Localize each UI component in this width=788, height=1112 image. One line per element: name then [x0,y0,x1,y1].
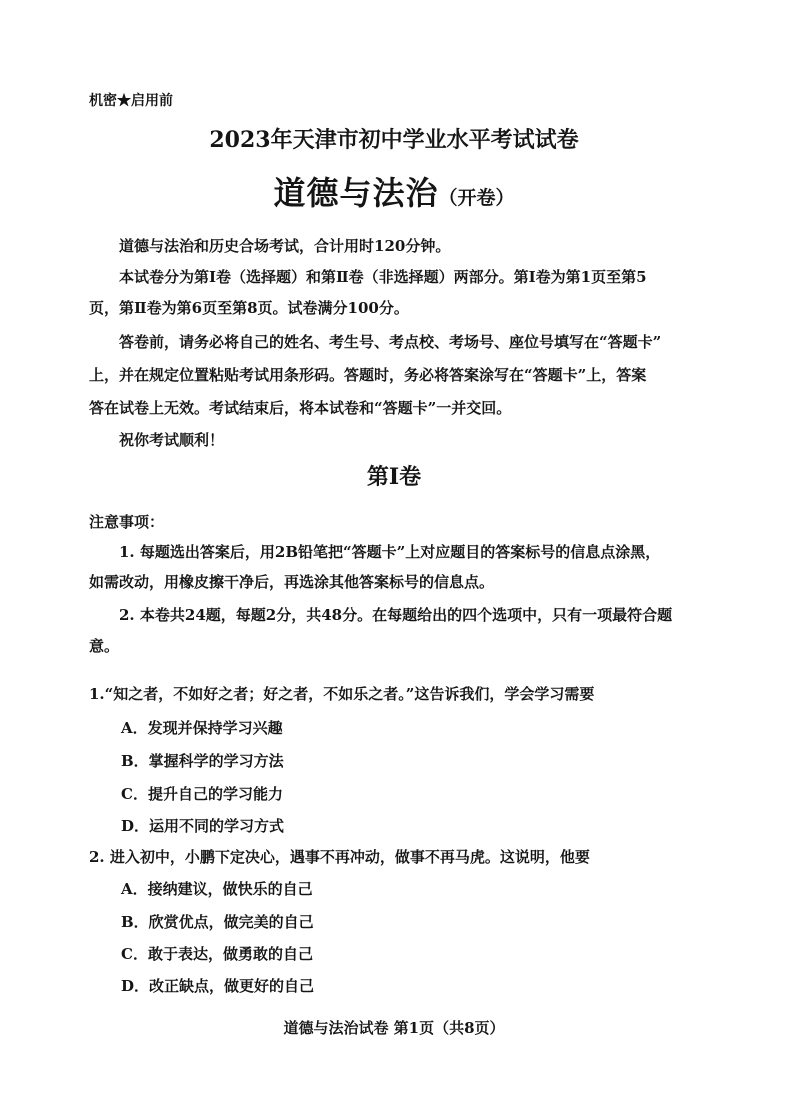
subject-title: 道德与法治 [273,174,439,212]
instruction-line: 道德与法治和历史合场考试，合计用时120分钟。 [119,237,451,255]
volume-title: 第Ⅰ卷 [366,464,422,490]
question-option: B．欣赏优点，做完美的自己 [121,913,314,931]
subject-note: （开卷） [438,187,515,209]
instruction-line: 上，并在规定位置粘贴考试用条形码。答题时，务必将答案涂写在“答题卡”上，答案 [89,366,647,384]
question-option: A．接纳建议，做快乐的自己 [121,880,313,898]
instruction-line: 页，第Ⅱ卷为第6页至第8页。试卷满分100分。 [89,299,409,317]
exam-title: 2023年天津市初中学业水平考试试卷 [209,127,579,153]
question-stem: 2. 进入初中，小鹏下定决心，遇事不再冲动，做事不再马虎。这说明，他要 [89,848,590,866]
question-option: C．提升自己的学习能力 [121,785,283,803]
question-option: C．敢于表达，做勇敢的自己 [121,945,313,963]
question-option: B．掌握科学的学习方法 [121,752,284,770]
instruction-line: 答卷前，请务必将自己的姓名、考生号、考点校、考场号、座位号填写在“答题卡” [119,333,662,351]
notes-title: 注意事项： [89,513,165,531]
question-option: A．发现并保持学习兴趣 [121,719,283,737]
question-stem: 1.“知之者，不如好之者；好之者，不如乐之者。”这告诉我们，学会学习需要 [89,685,595,703]
note-line: 2. 本卷共24题，每题2分，共48分。在每题给出的四个选项中，只有一项最符合题 [119,606,673,624]
question-option: D．运用不同的学习方式 [121,817,285,835]
note-line: 意。 [89,637,120,655]
instruction-line: 本试卷分为第Ⅰ卷（选择题）和第Ⅱ卷（非选择题）两部分。第Ⅰ卷为第1页至第5 [119,268,647,286]
page-footer: 道德与法治试卷 第1页（共8页） [283,1019,505,1037]
confidential-label: 机密★启用前 [89,93,173,109]
note-line: 如需改动，用橡皮擦干净后，再选涂其他答案标号的信息点。 [89,573,495,591]
subject-heading [0,168,788,214]
instruction-line: 答在试卷上无效。考试结束后，将本试卷和“答题卡”一并交回。 [89,399,512,417]
good-luck-line: 祝你考试顺利！ [119,431,225,449]
question-option: D．改正缺点，做更好的自己 [121,977,315,995]
note-line: 1. 每题选出答案后，用2B铅笔把“答题卡”上对应题目的答案标号的信息点涂黑， [119,543,661,561]
